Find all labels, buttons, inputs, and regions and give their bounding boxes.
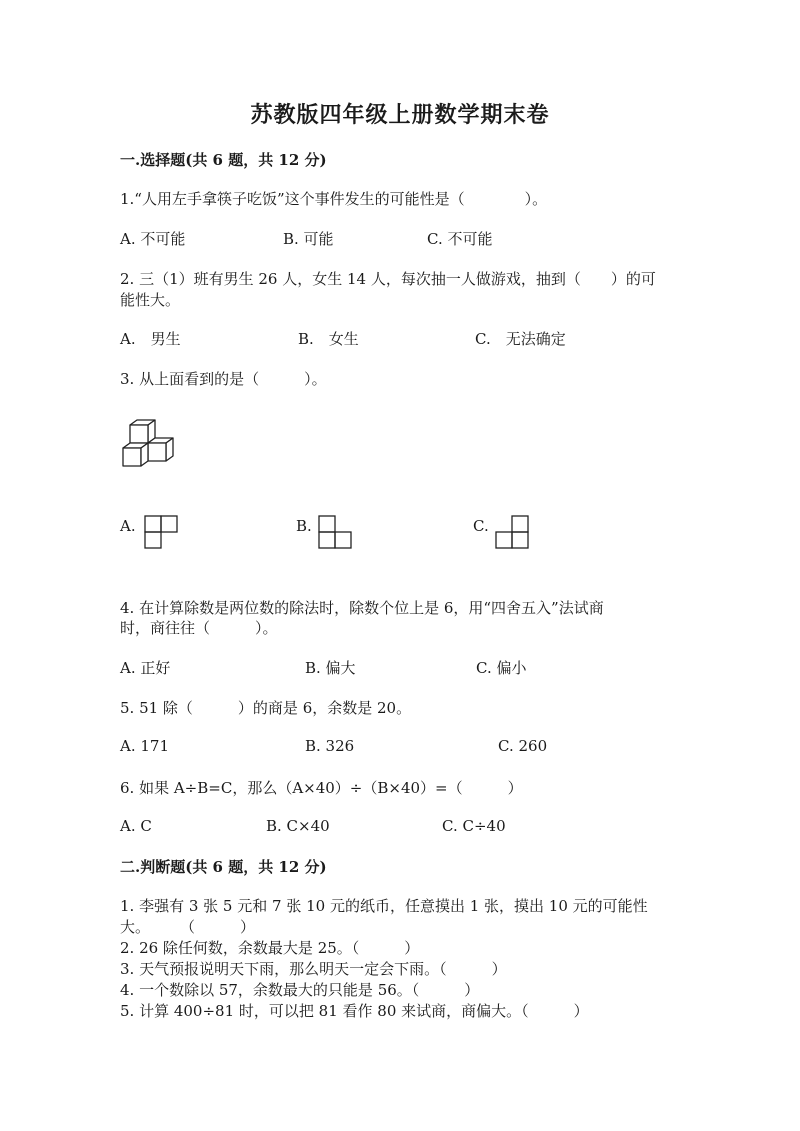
q5-option-b: B. 326: [305, 737, 355, 755]
page-title: 苏教版四年级上册数学期末卷: [250, 102, 550, 128]
q1-option-a: A. 不可能: [120, 230, 186, 248]
q2-option-b: B. 女生: [298, 330, 359, 348]
section-heading-choice: 一.选择题(共 6 题，共 12 分): [120, 151, 327, 169]
question-1: 1.“人用左手拿筷子吃饭”这个事件发生的可能性是（ ）。: [120, 190, 548, 208]
q5-option-c: C. 260: [498, 737, 548, 755]
judgement-4: 4. 一个数除以 57，余数最大的只能是 56。（ ）: [120, 981, 480, 999]
question-5: 5. 51 除（ ）的商是 6，余数是 20。: [120, 699, 412, 717]
q3-option-c: C.: [473, 517, 489, 535]
q4-option-c: C. 偏小: [476, 659, 527, 677]
judgement-1-line-2: 大。 （ ）: [120, 918, 256, 936]
q3-option-c-figure: [495, 515, 529, 549]
judgement-1-line-1: 1. 李强有 3 张 5 元和 7 张 10 元的纸币，任意摸出 1 张，摸出 10 元的可能性: [120, 897, 648, 915]
question-4-line-2: 时，商往往（ ）。: [120, 619, 278, 637]
q1-option-b: B. 可能: [283, 230, 334, 248]
q3-option-a-figure: [144, 515, 178, 549]
q1-option-c: C. 不可能: [427, 230, 493, 248]
q3-option-b: B.: [296, 517, 312, 535]
q5-option-a: A. 171: [120, 737, 169, 755]
judgement-5: 5. 计算 400÷81 时，可以把 81 看作 80 来试商，商偏大。（ ）: [120, 1002, 589, 1020]
question-6: 6. 如果 A÷B=C，那么（A×40）÷（B×40）=（ ）: [120, 779, 523, 797]
question-2-line-1: 2. 三（1）班有男生 26 人，女生 14 人，每次抽一人做游戏，抽到（ ）的可: [120, 270, 656, 288]
q6-option-a: A. C: [120, 817, 152, 835]
q4-option-b: B. 偏大: [305, 659, 356, 677]
q2-option-c: C. 无法确定: [475, 330, 566, 348]
q6-option-c: C. C÷40: [442, 817, 506, 835]
cube-stack-figure: [118, 420, 182, 470]
question-4-line-1: 4. 在计算除数是两位数的除法时，除数个位上是 6，用“四舍五入”法试商: [120, 599, 604, 617]
section-heading-judgement: 二.判断题(共 6 题，共 12 分): [120, 858, 327, 876]
question-3: 3. 从上面看到的是（ ）。: [120, 370, 327, 388]
q6-option-b: B. C×40: [266, 817, 330, 835]
judgement-2: 2. 26 除任何数，余数最大是 25。（ ）: [120, 939, 420, 957]
q3-option-a: A.: [120, 517, 136, 535]
q4-option-a: A. 正好: [120, 659, 171, 677]
judgement-3: 3. 天气预报说明天下雨，那么明天一定会下雨。（ ）: [120, 960, 507, 978]
question-2-line-2: 能性大。: [120, 291, 181, 309]
q3-option-b-figure: [318, 515, 352, 549]
q2-option-a: A. 男生: [120, 330, 181, 348]
